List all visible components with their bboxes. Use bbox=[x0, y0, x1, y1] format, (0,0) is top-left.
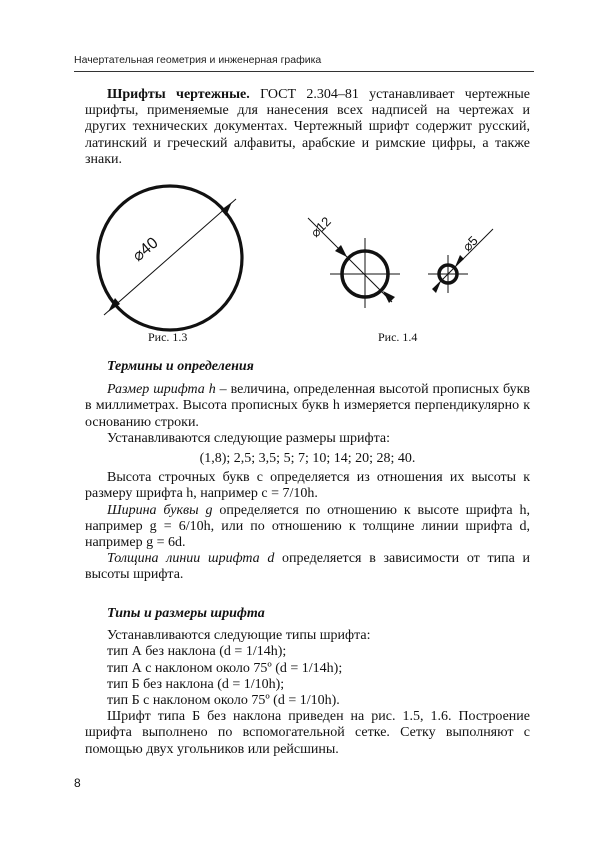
def-font-size: – величина, определенная высотой прописных букв в миллиметрах. Высота прописных букв h измеряется перпендикулярно к основанию строки. bbox=[85, 382, 530, 430]
def-line-thickness: определяется в зависимости от типа и высоты шрифта. bbox=[85, 551, 530, 583]
fig14-dimension-a: ⌀12 bbox=[307, 213, 334, 241]
term-line-thickness: Толщина линии шрифта d bbox=[107, 551, 275, 567]
term-font-size: Размер шрифта h bbox=[107, 382, 216, 398]
figure-1-4-small bbox=[428, 229, 493, 293]
type-b-upright: тип Б без наклона (d = 1/10h); bbox=[107, 676, 285, 692]
section-terms bbox=[85, 359, 530, 584]
running-header: Начертательная геометрия и инженерная графика bbox=[74, 54, 322, 66]
section-types bbox=[85, 606, 530, 758]
section-terms-title: Термины и определения bbox=[107, 359, 254, 374]
sizes-intro: Устанавливаются следующие размеры шрифта: bbox=[107, 430, 390, 446]
types-intro: Устанавливаются следующие типы шрифта: bbox=[107, 628, 371, 644]
intro-text: ГОСТ 2.304–81 устанавливает чертежные шрифты, применяемые для нанесения всех надписей на чертежах и других технических документах. Чертежный шрифт содержит русский, латинский и греческий алфавиты, арабские и римские цифры, а также знаки. bbox=[85, 87, 530, 167]
caption-fig-1-3: Рис. 1.3 bbox=[148, 330, 188, 344]
lowercase-height-paragraph: Высота строчных букв c определяется из отношения их высоты к размеру шрифта h, например c = 7/10h. bbox=[85, 470, 530, 502]
font-construction-paragraph: Шрифт типа Б без наклона приведен на рис. 1.5, 1.6. Построение шрифта выполнено по вспомогательной сетке. Сетку выполняют с помощью двух угольников или рейсшины. bbox=[85, 709, 530, 757]
type-a-upright: тип А без наклона (d = 1/14h); bbox=[107, 644, 287, 660]
type-b-slanted: тип Б с наклоном около 75º (d = 1/10h). bbox=[107, 693, 340, 709]
sizes-list: (1,8); 2,5; 3,5; 5; 7; 10; 14; 20; 28; 40. bbox=[199, 451, 416, 467]
figure-1-4-large bbox=[308, 214, 400, 308]
intro-term: Шрифты чертежные. bbox=[107, 87, 250, 102]
section-types-title: Типы и размеры шрифта bbox=[107, 606, 265, 621]
fig13-dimension: ⌀40 bbox=[129, 234, 162, 266]
fig14-dimension-b: ⌀5 bbox=[459, 232, 481, 255]
def-letter-width: определяется по отношению к высоте шрифта h, например g = 6/10h, или по отношению к толщине линии шрифта d, например g = 6d. bbox=[85, 502, 530, 551]
term-letter-width: Ширина буквы g bbox=[107, 502, 213, 518]
page-number: 8 bbox=[74, 776, 81, 790]
figure-1-3 bbox=[98, 186, 242, 330]
type-a-slanted: тип А с наклоном около 75º (d = 1/14h); bbox=[107, 660, 343, 676]
caption-fig-1-4: Рис. 1.4 bbox=[378, 330, 418, 344]
